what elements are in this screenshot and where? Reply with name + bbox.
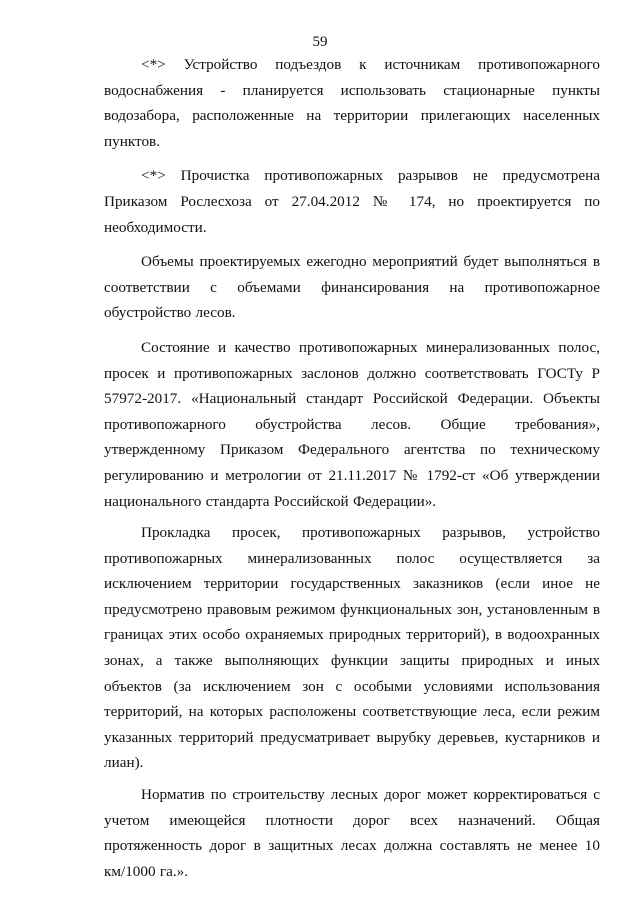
paragraph-firebreak-clearing: <*> Прочистка противопожарных разрывов не предусмотрена Приказом Рослесхоза от 27.04.2012 № 174, но проектируется по необходимости. xyxy=(104,167,600,236)
paragraph-annual-volumes: Объемы проектируемых ежегодно мероприятий будет выполняться в соответствии с объемами финансирования на противопожарное обустройство лесов. xyxy=(104,253,600,322)
paragraph-clearing-exceptions: Прокладка просек, противопожарных разрывов, устройство противопожарных минерализованных полос осуществляется за исключением территории государственных заказников (если иное не предусмотрено правовым режимом функциональных зон, установленным в границах этих особо охраняемых природных территорий), в водоохранных зонах, а также выполняющих функции защиты природных и иных объектов (за исключением зон с особыми условиями использования территорий, на которых расположены соответствующие леса, если режим указанных территорий предусматривает вырубку деревьев, кустарников и лиан). xyxy=(104,524,600,772)
paragraph-road-norm: Норматив по строительству лесных дорог может корректироваться с учетом имеющейся плотности дорог всех назначений. Общая протяженность дорог в защитных лесах должна составлять не менее 10 км/1000 га.». xyxy=(104,786,600,880)
page-number: 59 xyxy=(312,34,328,50)
document-body xyxy=(104,52,600,891)
paragraph-water-access: <*> Устройство подъездов к источникам противопожарного водоснабжения - планируется использовать стационарные пункты водозабора, расположенные на территории прилегающих населенных пунктов. xyxy=(104,56,600,150)
paragraph-gost-standard: Состояние и качество противопожарных минерализованных полос, просек и противопожарных заслонов должно соответствовать ГОСТу Р 57972-2017. «Национальный стандарт Российской Федерации. Объекты противопожарного обустройства лесов. Общие требования», утвержденному Приказом Федерального агентства по техническому регулированию и метрологии от 21.11.2017 № 1792-ст «Об утверждении национального стандарта Российской Федерации». xyxy=(104,338,600,510)
